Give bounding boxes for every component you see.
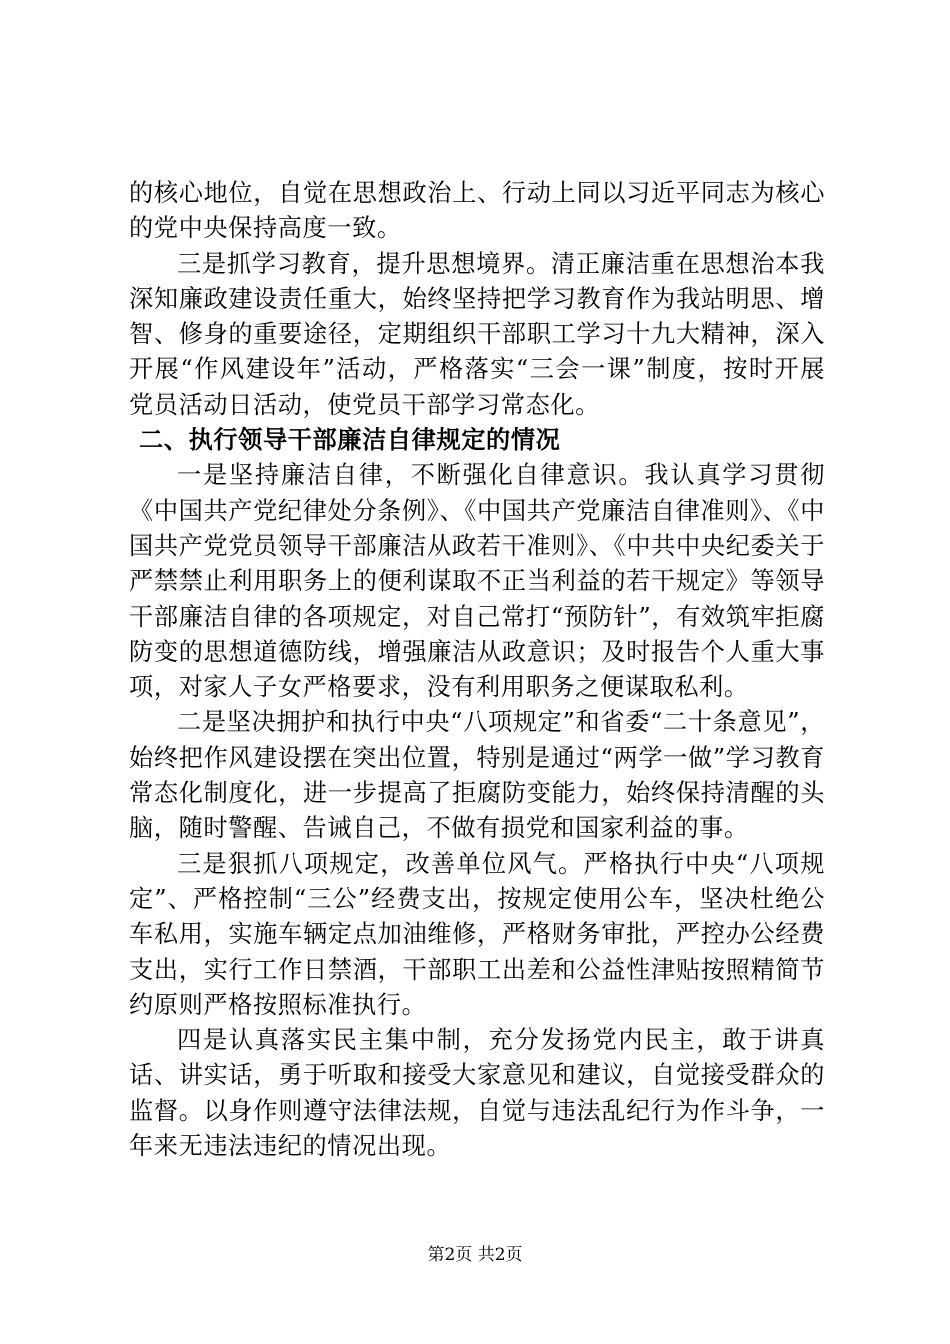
paragraph-study-education: 三是抓学习教育，提升思想境界。清正廉洁重在思想治本我深知廉政建设责任重大，始终坚持把学习教育作为我站明思、增智、修身的重要途径，定期组织干部职工学习十九大精神，深入开展“作风建设年”活动，严格落实“三会一课”制度，按时开展党员活动日活动，使党员干部学习常态化。 (129, 249, 825, 419)
paragraph-eight-rules-enforcement: 三是狠抓八项规定，改善单位风气。严格执行中央“八项规定”、严格控制“三公”经费支出，按规定使用公车，坚决杜绝公车私用，实施车辆定点加油维修，严格财务审批，严控办公经费支出，实行工作日禁酒，干部职工出差和公益性津贴按照精简节约原则严格按照标准执行。 (129, 849, 825, 1019)
paragraph-eight-rules-support: 二是坚决拥护和执行中央“八项规定”和省委“二十条意见”，始终把作风建设摆在突出位置，特别是通过“两学一做”学习教育常态化制度化，进一步提高了拒腐防变能力，始终保持清醒的头脑，随时警醒、告诫自己，不做有损党和国家利益的事。 (129, 708, 825, 843)
paragraph-continuation: 的核心地位，自觉在思想政治上、行动上同以习近平同志为核心的党中央保持高度一致。 (129, 179, 825, 243)
section-heading: 二、执行领导干部廉洁自律规定的情况 (139, 426, 561, 455)
paragraph-democratic-centralism: 四是认真落实民主集中制，充分发扬党内民主，敢于讲真话、讲实话，勇于听取和接受大家意见和建议，自觉接受群众的监督。以身作则遵守法律法规，自觉与违法乱纪行为作斗争，一年来无违法违纪的情况出现。 (129, 1026, 825, 1161)
document-body (129, 176, 825, 1164)
paragraph-self-discipline: 一是坚持廉洁自律，不断强化自律意识。我认真学习贯彻《中国共产党纪律处分条例》、《中国共产党廉洁自律准则》、《中国共产党党员领导干部廉洁从政若干准则》、《中共中央纪委关于严禁禁止利用职务上的便利谋取不正当利益的若干规定》等领导干部廉洁自律的各项规定，对自己常打“预防针”，有效筑牢拒腐防变的思想道德防线，增强廉洁从政意识；及时报告个人重大事项，对家人子女严格要求，没有利用职务之便谋取私利。 (129, 461, 825, 702)
page-footer: 第2页 共2页 (427, 1245, 523, 1265)
